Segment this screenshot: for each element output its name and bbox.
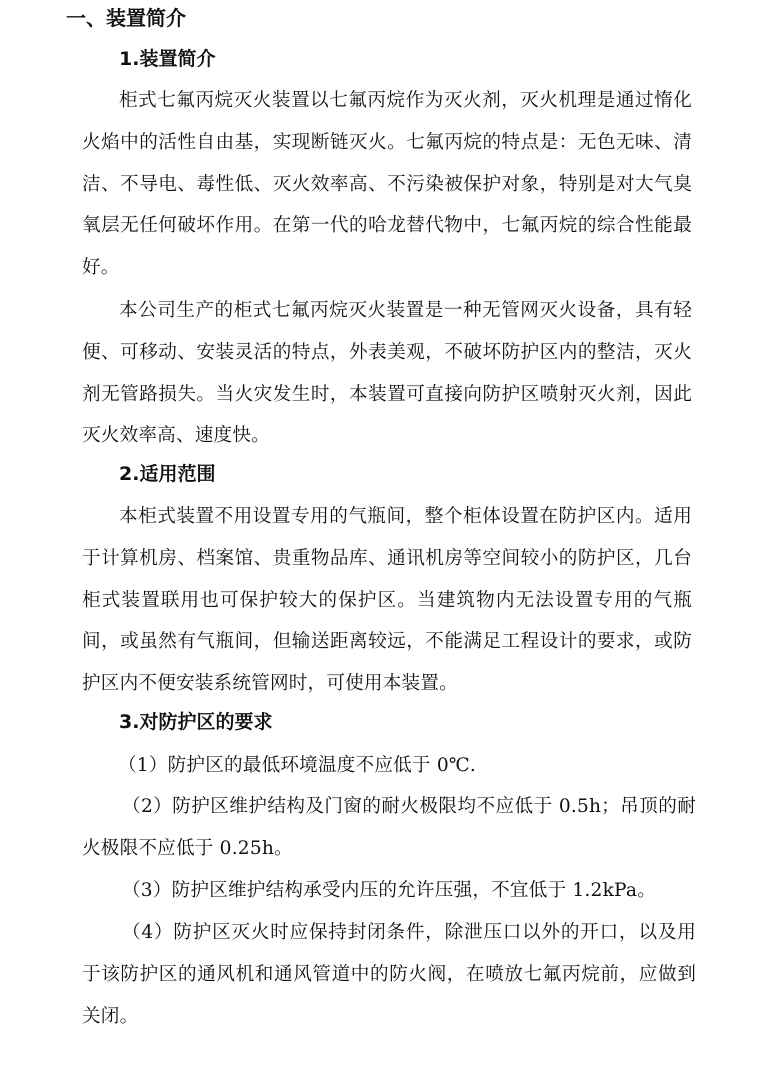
requirement-item-3: （3）防护区维护结构承受内压的允许压强，不宜低于 1.2kPa。	[122, 880, 656, 901]
paragraph-device-intro-1: 柜式七氟丙烷灭火装置以七氟丙烷作为灭火剂，灭火机理是通过惰化火焰中的活性自由基，实现断链灭火。七氟丙烷的特点是：无色无味、清洁、不导电、毒性低、灭火效率高、不污染被保护对象，特别是对大气臭氧层无任何破坏作用。在第一代的哈龙替代物中，七氟丙烷的综合性能最好。	[82, 90, 692, 279]
section-title-scope: 2.适用范围	[119, 463, 216, 485]
requirement-item-4: （4）防护区灭火时应保持封闭条件，除泄压口以外的开口，以及用于该防护区的通风机和通风管道中的防火阀，在喷放七氟丙烷前，应做到关闭。	[82, 922, 696, 1027]
section-title-device-intro: 1.装置简介	[119, 48, 216, 70]
paragraph-scope: 本柜式装置不用设置专用的气瓶间，整个柜体设置在防护区内。适用于计算机房、档案馆、贵重物品库、通讯机房等空间较小的防护区，几台柜式装置联用也可保护较大的保护区。当建筑物内无法设置专用的气瓶间，或虽然有气瓶间，但输送距离较远，不能满足工程设计的要求，或防护区内不便安装系统管网时，可使用本装置。	[82, 506, 692, 695]
section-title-requirements: 3.对防护区的要求	[119, 711, 273, 733]
requirement-item-2: （2）防护区维护结构及门窗的耐火极限均不应低于 0.5h；吊顶的耐火极限不应低于 0.25h。	[82, 796, 696, 859]
requirement-item-1: （1）防护区的最低环境温度不应低于 0℃.	[118, 755, 476, 776]
paragraph-device-intro-2: 本公司生产的柜式七氟丙烷灭火装置是一种无管网灭火设备，具有轻便、可移动、安装灵活的特点，外表美观，不破坏防护区内的整洁，灭火剂无管路损失。当火灾发生时，本装置可直接向防护区喷射灭火剂，因此灭火效率高、速度快。	[82, 300, 692, 447]
document-heading: 一、装置简介	[66, 6, 186, 30]
